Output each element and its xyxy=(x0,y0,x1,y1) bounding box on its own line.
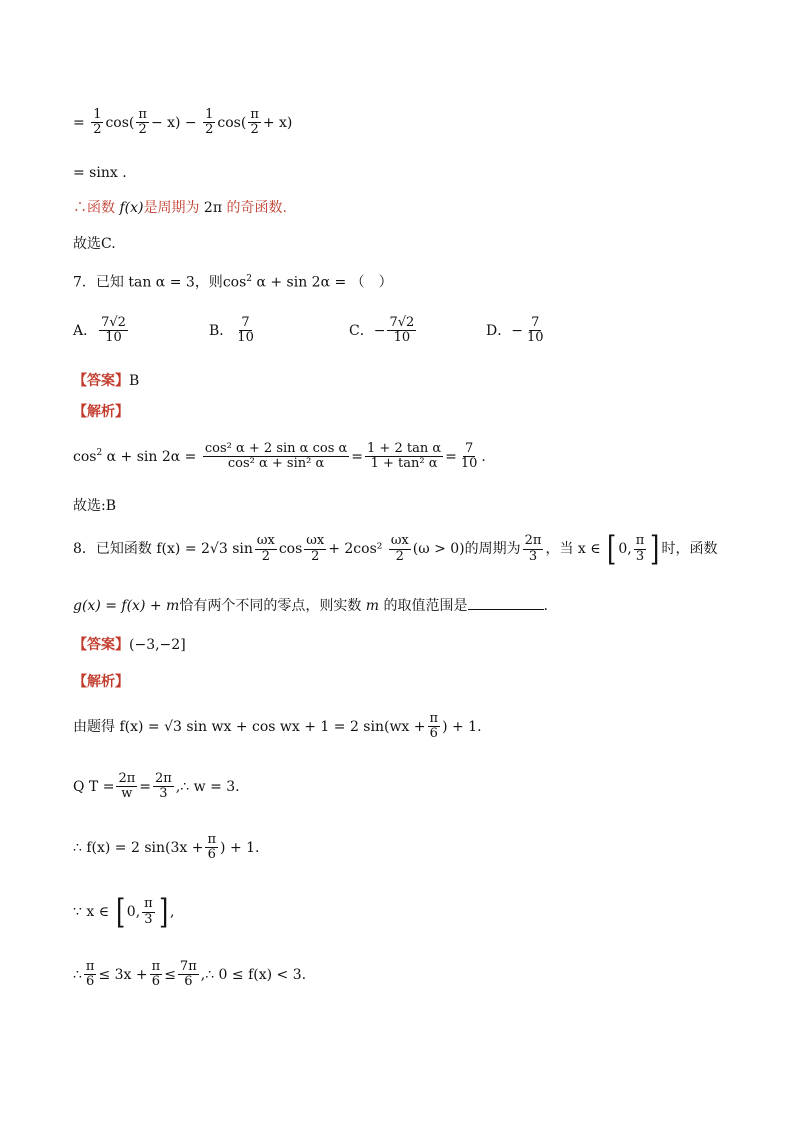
q7-options xyxy=(73,316,723,360)
q8-solution-line-1: 由题得 f(x) = √3 sin wx + cos wx + 1 = 2 sin(wx + $\frac{\pi}{6}$ ) + 1. xyxy=(73,711,482,742)
fraction-pi-over-2: $\frac{\pi}{2}$ xyxy=(138,107,147,138)
q8-stem-line-1: 8．已知函数 f(x) = 2√3 sin $\frac{\omega x}{2}$ cos $\frac{\omega x}{2}$ + 2cos² $\frac{\omega x}{2}$ (ω > 0)的周期为 $\frac{2\pi}{3}$ ，当 x ∈ [ 0, $\frac{\pi}{3}$ ] 时，函数 xyxy=(73,529,718,569)
derivation-line-2: = sinx . xyxy=(73,165,127,181)
q7-analysis-tag: 【解析】 xyxy=(73,404,129,420)
q8-solution-line-2: Q T = $\frac{2\pi}{w}$ = $\frac{2\pi}{3}$ ,∴ w = 3. xyxy=(73,771,240,802)
q8-stem-line-2: g(x) = f(x) + m恰有两个不同的零点，则实数 m 的取值范围是 . xyxy=(73,595,548,615)
fraction-pi-over-2: $\frac{\pi}{2}$ xyxy=(250,107,259,138)
option-c[interactable]: C．− $\frac{7√2}{10}$ xyxy=(349,315,415,346)
equals-sign: = xyxy=(73,114,85,131)
q7-stem: 7．已知 tan α = 3，则$\cos^2 \alpha + \sin 2\alpha$ = （ ） xyxy=(73,274,393,291)
q8-answer: 【答案】(−3,−2] xyxy=(73,637,186,653)
option-d[interactable]: D．− $\frac{7}{10}$ xyxy=(486,315,544,346)
answer-blank[interactable] xyxy=(468,595,544,610)
option-a[interactable]: A． $\frac{7√2}{10}$ xyxy=(73,315,126,346)
q7-choose-line: 故选:B xyxy=(73,498,117,514)
q7-answer: 【答案】B xyxy=(73,373,140,389)
q8-solution-line-3: ∴ f(x) = 2 sin(3x + $\frac{\pi}{6}$ ) + 1. xyxy=(73,832,260,863)
q7-solution: $\cos^2 \alpha + \sin 2\alpha$ = $\frac{\text{cos² α + 2 sin α cos α}}{\text{cos² α + sin² α}}$ = $\frac{\text{1 + 2 tan α}}{\text{1 + tan² α}}$ = $\frac{7}{10}$ . xyxy=(73,441,486,472)
fraction-half: $\frac{1}{2}$ xyxy=(93,107,102,138)
fraction-half: $\frac{1}{2}$ xyxy=(205,107,214,138)
choose-c-line: 故选C. xyxy=(73,236,116,252)
conclusion-line: ∴函数 f(x)是周期为 2π 的奇函数. xyxy=(73,200,287,216)
q8-analysis-tag: 【解析】 xyxy=(73,674,129,690)
q8-solution-line-4: ∵ x ∈ [ 0, $\frac{\pi}{3}$ ] , xyxy=(73,892,175,932)
q8-solution-line-5: ∴ $\frac{\pi}{6}$ ≤ 3x + $\frac{\pi}{6}$ ≤ $\frac{7\pi}{6}$ ,∴ 0 ≤ f(x) < 3. xyxy=(73,959,307,990)
derivation-line-1: = $\frac{1}{2}$ cos( $\frac{\pi}{2}$ − x) − $\frac{1}{2}$ cos( $\frac{\pi}{2}$ + x) xyxy=(73,107,293,138)
option-b[interactable]: B． $\frac{7}{10}$ xyxy=(209,315,254,346)
